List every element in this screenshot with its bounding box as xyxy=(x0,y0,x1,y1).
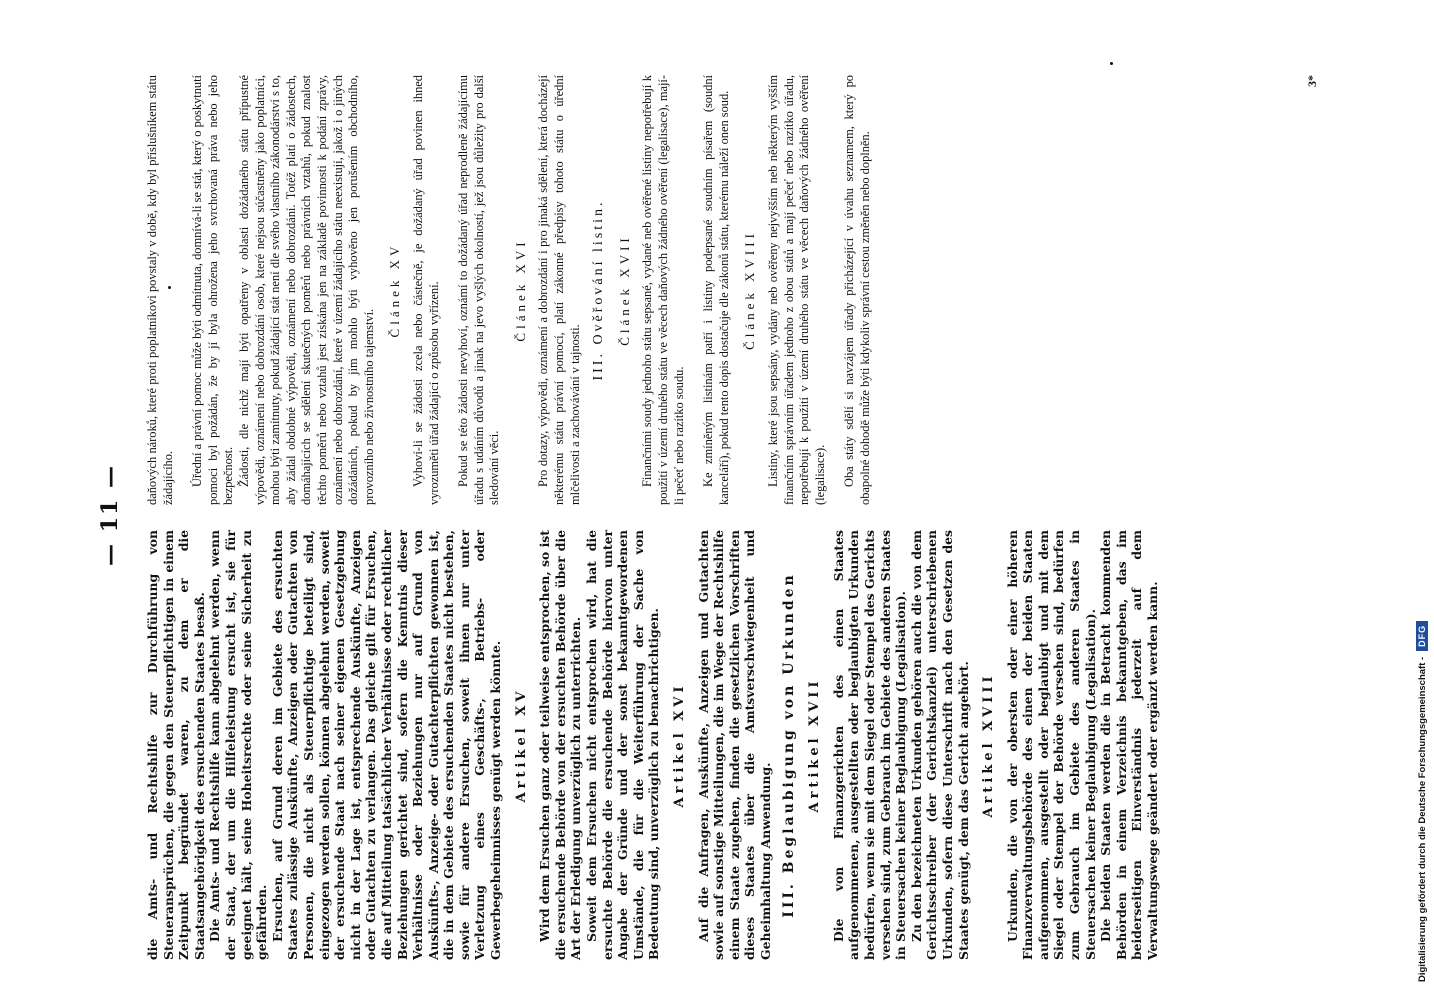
speck xyxy=(168,286,171,289)
de-paragraph: Soweit dem Ersuchen nicht entsprochen wird, hat die ersuchte Behörde die ersuchende Behörde hiervon unter Angabe der Gründe und der sonst bekanntgewordenen Umstände, die für die Weiterführung der Sache von Bedeutung sind, unverzüglich zu benachrichtigen. xyxy=(584,530,662,960)
czech-column xyxy=(145,75,1320,505)
de-paragraph: Wird dem Ersuchen ganz oder teilweise entsprochen, so ist die ersuchende Behörde von der ersuchten Behörde über die Art der Erledigung unverzüglich zu unterrichten. xyxy=(537,530,584,960)
cs-paragraph: Pro dotazy, výpovědi, oznámení a dobrozdání i pro jinaká sdělení, která docházejí některému státu právní pomocí, platí zákonné předpisy tohoto státu o úřední mlčelivosti a zachovávání v tajnosti. xyxy=(536,75,582,505)
cs-paragraph: Úřední a právní pomoc může býti odmítnuta, domnívá-li se stát, který o poskytnutí pomoci byl požádán, že by jí byla ohrožena jeho svrchovaná práva nebo jeho bezpečnost. xyxy=(190,75,236,505)
cs-article-17-heading: Článek XVII xyxy=(616,234,632,346)
cs-article-16-heading: Článek XVI xyxy=(512,238,528,342)
de-article-18-heading: Artikel XVIII xyxy=(981,672,997,818)
cs-section-3-heading: III. Ověřování listin. xyxy=(591,199,607,381)
cs-paragraph: Oba státy sdělí si navzájem úřady přicházející v úvahu seznamem, který po obapolné dohodě může býti kdykoliv správní cestou změněn nebo doplněn. xyxy=(842,75,872,505)
de-paragraph: Ersuchen, auf Grund deren im Gebiete des ersuchten Staates zulässige Auskünfte, Anzeigen oder Gutachten von Personen, die nicht als Steuerpflichtige beteiligt sind, eingezogen werden sollen, können abgelehnt werden, soweit der ersuchende Staat nach seiner eigenen Gesetzgebung nicht in der Lage ist, entsprechende Auskünfte, Anzeigen oder Gutachten zu verlangen. Das gleiche gilt für Ersuchen, die auf Mitteilung tatsächlicher Verhältnisse oder rechtlicher Beziehungen gerichtet sind, sofern die Kenntnis dieser Verhältnisse oder Beziehungen nur auf Grund von Auskünfts-, Anzeige- oder Gutachterpflichten gewonnen ist, die in dem Gebiete des ersuchenden Staates nicht bestehen, sowie für andere Ersuchen, soweit ihnen nur unter Verletzung eines Geschäfts-, Betriebs- oder Gewerbegeheimnisses genügt werden könnte. xyxy=(269,530,504,960)
cs-paragraph: Listiny, které jsou sepsány, vydány neb ověřeny nejvyšším neb některým vyšším finančním správním úřadem jednoho z obou států a mají pečeť nebo razítko úřadu, nepotřebují k použití v území druhého státu ve věcech daňových žádného ověření (legalisace). xyxy=(766,75,827,505)
signature-mark: 3* xyxy=(1305,75,1320,87)
cs-paragraph: Finančními soudy jednoho státu sepsané, vydané neb ověřené listiny nepotřebují k použití v území druhého státu ve věcech daňových žádného ověření (legalisace), mají-li pečeť nebo razítko soudu. xyxy=(640,75,686,505)
cs-paragraph: Ke zmíněným listinám patří i listiny podepsané soudním písařem (soudní kanceláří), pokud tento dopis dostačuje dle zákonů státu, kterému náleží onen soud. xyxy=(701,75,731,505)
de-paragraph: die Amts- und Rechtshilfe zur Durchführung von Steueransprüchen, die gegen den Steuerpflichtigen in einem Zeitpunkt begründet waren, zu dem er die Staatsangehörigkeit des ersuchenden Staates besaß. xyxy=(145,530,207,960)
de-paragraph: Die Amts- und Rechtshilfe kann abgelehnt werden, wenn der Staat, der um die Hilfeleistung ersucht ist, sie für geeignet hält, seine Hoheitsrechte oder seine Sicherheit zu gefährden. xyxy=(207,530,270,960)
page-number: — 11 — xyxy=(97,464,123,566)
cs-paragraph: daňových nároků, které proti poplatníkovi povstaly v době, kdy byl příslušníkem státu žádajícího. xyxy=(145,75,175,505)
de-paragraph: Die von Finanzgerichten des einen Staates aufgenommenen, ausgestellten oder beglaubigten Urkunden bedürfen, wenn sie mit dem Siegel oder Stempel des Gerichts versehen sind, zum Gebrauch im Gebiete des anderen Staates in Steuersachen keiner Beglaubigung (Legalisation). xyxy=(830,530,909,960)
de-paragraph: Auf die Anfragen, Auskünfte, Anzeigen und Gutachten sowie auf sonstige Mitteilungen, die im Wege der Rechtshilfe einem Staate zugehen, finden die gesetzlichen Vorschriften dieses Staates über die Amtsverschwiegenheit und Geheimhaltung Anwendung. xyxy=(695,530,773,960)
de-article-17-heading: Artikel XVII xyxy=(807,677,823,813)
cs-paragraph: Pokud se této žádosti nevyhoví, oznámí to dožádaný úřad neprodleně žádajícímu úřadu s udáním důvodů a jinak na jevo vyšlých okolností, jež jsou důležity pro další sledování věci. xyxy=(456,75,502,505)
dfg-credit-sidebar xyxy=(1416,621,1428,982)
de-section-3-heading: III. Beglaubigung von Urkunden xyxy=(780,572,797,918)
german-column xyxy=(145,530,1315,960)
cs-article-18-heading: Článek XVIII xyxy=(742,230,758,350)
dfg-credit-text: Digitalisierung gefördert durch die Deutsche Forschungsgemeinschaft - xyxy=(1417,656,1428,982)
cs-paragraph: Žádosti, dle nichž mají býti opatřeny v oblasti dožádaného státu přípustné výpovědi, oznámení nebo dobrozdání osob, které nejsou súčastněny jako poplatníci, mohou býti zamítnuty, pokud žádající stát není dle svého vlastního zákonodárství s to, aby žádal obdobné výpovědi, oznámení nebo dobrozdání. Totéž platí o žádostech, domáhajících se sdělení skutečných poměrů nebo právních vztahů, pokud znalost těchto poměrů nebo vztahů jest získána jen na základě povinnosti k podání zprávy, oznámení nebo dobrozdání, které v území žádajícího státu neexistují, jakož i o jiných dožádáních, pokud by jim mohlo býti vyhověno jen porušením obchodního, provozního nebo živnostního tajemství. xyxy=(236,75,376,505)
de-paragraph: Die beiden Staaten werden die in Betracht kommenden Behörden in einem Verzeichnis bekanntgeben, das im beiderseitigen Einverständnis jederzeit auf dem Verwaltungswege geändert oder ergänzt werden kann. xyxy=(1098,530,1161,960)
dfg-logo: DFG xyxy=(1416,621,1428,651)
cs-paragraph: Vyhoví-li se žádosti zcela nebo částečně, je dožádaný úřad povinen ihned vyrozuměti úřad žádající o způsobu vyřízení. xyxy=(410,75,441,505)
de-article-16-heading: Artikel XVI xyxy=(672,682,687,808)
speck xyxy=(1110,62,1113,65)
rotated-page xyxy=(97,70,1327,960)
de-paragraph: Zu den bezeichneten Urkunden gehören auch die von dem Gerichtsschreiber (der Gerichtskanzlei) unterschriebenen Urkunden, sofern diese Unterschrift nach den Gesetzen des Staates genügt, dem das Gericht angehört. xyxy=(908,530,971,960)
de-paragraph: Urkunden, die von der obersten oder einer höheren Finanzverwaltungsbehörde des einen der beiden Staaten aufgenommen, ausgestellt oder beglaubigt und mit dem Siegel oder Stempel der Behörde versehen sind, bedürfen zum Gebrauch im Gebiete des anderen Staates in Steuersachen keiner Beglaubigung (Legalisation). xyxy=(1004,530,1098,960)
cs-article-15-heading: Článek XV xyxy=(387,242,403,338)
de-article-15-heading: Artikel XV xyxy=(513,687,529,803)
